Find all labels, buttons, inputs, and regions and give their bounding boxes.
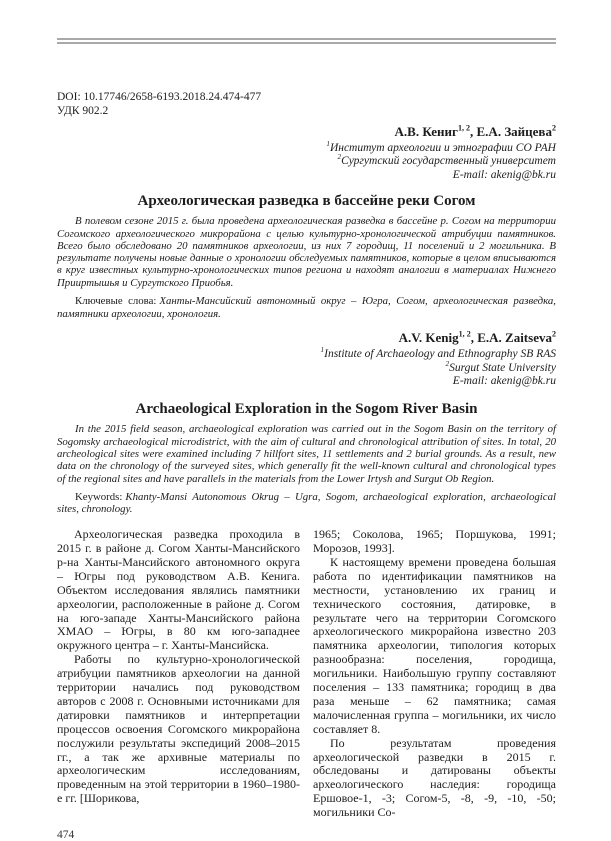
page-number: 474 [57, 829, 75, 841]
affiliation-text: Институт археологии и этнографии СО РАН [329, 142, 556, 154]
author-affiliation-marker: 2 [551, 123, 556, 133]
affiliation-text: Institute of Archaeology and Ethnography SB RAS [324, 348, 556, 361]
keywords-ru [57, 295, 556, 320]
affiliation-line [57, 155, 556, 168]
affiliations-en [57, 348, 556, 388]
affiliation-marker: 1 [326, 140, 330, 149]
author-affiliation-marker: 1, 2 [457, 123, 471, 133]
body-paragraph: По результатам проведения археологической разведки в 2015 г. обследованы и датированы объекты археологического наследия: городища Ершовое-1, -3; Согом-5, -8, -9, -10, -50; могильники Со- [313, 735, 556, 820]
doi-text: DOI: 10.17746/2658-6193.2018.24.474-477 [57, 91, 262, 103]
article-title-en: Archaeological Exploration in the Sogom River Basin [135, 401, 478, 418]
affiliation-text: Сургутский государственный университет [341, 155, 556, 168]
abstract-ru: В полевом сезоне 2015 г. была проведена археологическая разведка в бассейне р. Согом на территории Согомского археологического микрорайона с целью культурно-хронологической атрибуции памятников. Всего было обследовано 20 памятников археологии, из них 7 городищ, 11 поселений и 2 могильника. В результате получены новые данные о хронологии обследуемых памятников, которые в целом вписываются в круг известных культурно-хронологических типов региона и находят аналогии в материалах Нижнего Прииртышья и Сургутского Приобья. [57, 215, 556, 289]
udc-text: УДК 902.2 [57, 104, 109, 117]
russian-header-block [57, 124, 556, 320]
article-title-ru: Археологическая разведка в бассейне реки Согом [137, 193, 476, 210]
author-separator: , [470, 330, 478, 346]
email-text: E-mail: akenig@bk.ru [452, 168, 556, 181]
body-paragraph: 1965; Соколова, 1965; Поршукова, 1991; Морозов, 1993]. [313, 527, 556, 555]
author-name: A.V. Kenig [398, 330, 459, 346]
keywords-label-ru: Ключевые слова: [75, 295, 157, 307]
affiliation-marker: 2 [445, 359, 450, 368]
email-text: E-mail: akenig@bk.ru [452, 375, 556, 387]
authors-block-en [57, 330, 556, 388]
author-separator: , [470, 124, 477, 139]
affiliation-marker: 2 [337, 153, 342, 162]
authors-line-ru [57, 124, 556, 140]
body-paragraph: Работы по культурно-хронологической атрибуции памятников археологии на данной территории начались под руководством авторов с 2008 г. Основными источниками для датировки памятников и интерпретации процессов освоения Согомского микрорайона послужили результаты экспедиций 2008–2015 гг., а так же архивные материалы по археологическим исследованиям, проведенным на этой территории в 1960–1980-е гг. [Шорикова, [57, 652, 300, 806]
affiliations-ru [57, 142, 556, 182]
keywords-label-en: Keywords: [75, 490, 123, 503]
body-column-left [57, 528, 300, 820]
body-paragraph: К настоящему времени проведена большая работа по идентификации памятников на местности, установлению их границ и технического состояния, датировке, в результате чего на территории Согомского археологического микрорайона известно 203 памятника археологии, типология которых разнообразна: поселения, городища, могильники. Наибольшую группу составляют поселения – 133 памятника; городищ в два раза меньше – 62 памятника; самая малочисленная группа – могильники, их число составляет 8. [313, 554, 556, 736]
body-paragraph: Археологическая разведка проходила в 2015 г. в районе д. Согом Ханты-Мансийского р-на Ханты-Мансийского автономного округа – Югры под руководством А.В. Кенига. Объектом исследования являлись памятники археологии, расположенные в районе д. Согом на юго-западе Ханты-Мансийского района ХМАО – Югры, в 80 км юго-западнее окружного центра – г. Ханты-Мансийска. [57, 527, 300, 653]
author-affiliation-marker: 1, 2 [458, 329, 471, 339]
keywords-en [57, 491, 556, 516]
affiliation-line [57, 359, 556, 375]
header-double-rule [57, 38, 556, 44]
author-affiliation-marker: 2 [551, 329, 556, 339]
body-column-right [313, 528, 556, 820]
author-name: А.В. Кениг [394, 124, 458, 139]
article-body [57, 528, 556, 820]
affiliation-line [57, 142, 556, 155]
authors-block-ru [57, 124, 556, 182]
author-name: E.A. Zaitseva [477, 330, 552, 346]
authors-line-en [57, 330, 556, 346]
english-header-block [57, 330, 556, 516]
keywords-text-en: Khanty-Mansi Autonomous Okrug – Ugra, Sogom, archaeological exploration, archaeological sites, chronology. [57, 490, 556, 516]
abstract-en: In the 2015 field season, archaeological exploration was carried out in the Sogom Basin on the territory of Sogomsky archaeological microdistrict, with the aim of cultural and chronological attribution of sites. In total, 20 archeological sites were examined including 7 hillfort sites, 11 settlements and 2 burial grounds. As a result, new data on the chronology of the surveyed sites, which generally fit the well-known cultural and chronological types of the regional sites and have parallels in the materials from the Lower Irtysh and Surgut Ob Region. [57, 423, 556, 485]
article-meta [57, 91, 556, 118]
keywords-text-ru: Ханты-Мансийский автономный округ – Югра, Согом, археологическая разведка, памятники археологии, хронология. [57, 295, 556, 320]
affiliation-text: Surgut State University [449, 361, 556, 374]
affiliation-line [57, 348, 556, 361]
affiliation-marker: 1 [320, 346, 325, 355]
author-name: Е.А. Зайцева [476, 124, 552, 139]
